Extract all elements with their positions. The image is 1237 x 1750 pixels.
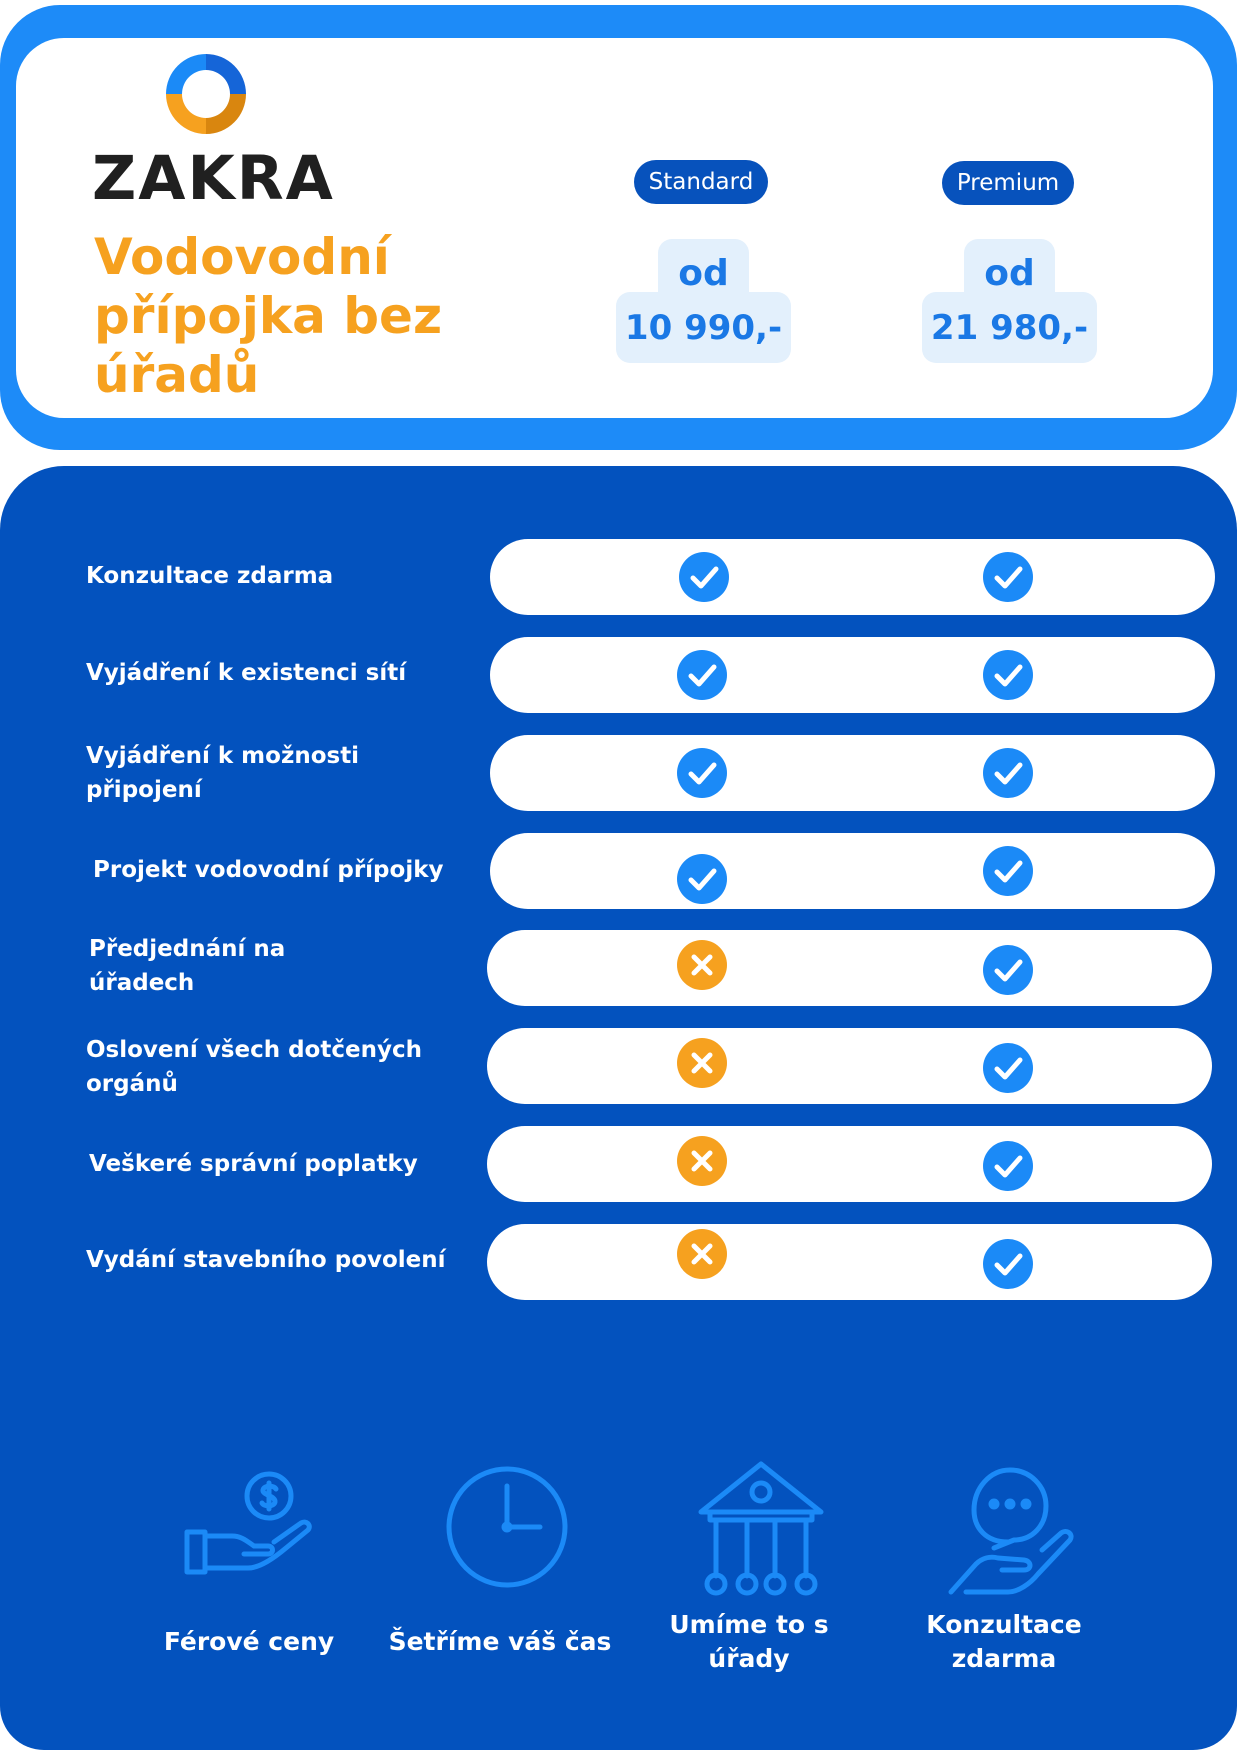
feature-row <box>490 637 1215 713</box>
feature-label: Veškeré správní poplatky <box>89 1151 418 1177</box>
check-icon <box>982 1042 1034 1094</box>
benefit-label: Umíme to s úřady <box>669 1610 829 1673</box>
feature-label: Vyjádření k možnosti připojení <box>86 743 360 803</box>
hand-chat-icon <box>946 1464 1076 1596</box>
cross-icon <box>676 1135 728 1187</box>
price-value: 21 980,- <box>930 308 1089 348</box>
cross-icon <box>676 1228 728 1280</box>
feature-row <box>487 930 1212 1006</box>
feature-label: Oslovení všech dotčených orgánů <box>86 1037 422 1097</box>
feature-label: Vyjádření k existenci sítí <box>86 660 407 686</box>
feature-label: Projekt vodovodní přípojky <box>93 857 444 883</box>
check-icon <box>676 853 728 905</box>
feature-label: Předjednání na úřadech <box>89 936 286 996</box>
feature-row <box>487 1126 1212 1202</box>
benefit-label: Férové ceny <box>163 1627 335 1656</box>
cross-icon <box>676 939 728 991</box>
check-icon <box>982 649 1034 701</box>
hand-coin-icon <box>184 1470 314 1578</box>
brand-name: ZAKRA <box>92 143 335 214</box>
check-icon <box>676 649 728 701</box>
plan-premium-price <box>922 239 1097 363</box>
page-title: Vodovodní přípojka bez úřadů <box>94 228 443 404</box>
check-icon <box>676 747 728 799</box>
bank-building-icon <box>696 1460 826 1596</box>
check-icon <box>982 845 1034 897</box>
price-value: 10 990,- <box>624 308 783 348</box>
clock-icon <box>444 1464 570 1590</box>
check-icon <box>678 551 730 603</box>
benefit-label: Konzultace zdarma <box>926 1610 1082 1673</box>
plan-standard-badge: Standard <box>634 160 768 204</box>
feature-label: Vydání stavebního povolení <box>86 1247 446 1273</box>
plan-premium-badge: Premium <box>942 161 1074 205</box>
check-icon <box>982 1238 1034 1290</box>
check-icon <box>982 551 1034 603</box>
plan-standard-price <box>616 239 791 363</box>
feature-label: Konzultace zdarma <box>86 563 334 589</box>
zakra-logo-icon <box>156 44 252 140</box>
benefit-label: Šetříme váš čas <box>388 1627 612 1656</box>
feature-row <box>487 1028 1212 1104</box>
check-icon <box>982 1140 1034 1192</box>
check-icon <box>982 944 1034 996</box>
feature-row <box>490 539 1215 615</box>
feature-row <box>490 833 1215 909</box>
check-icon <box>982 747 1034 799</box>
price-prefix: od <box>984 253 1035 294</box>
price-prefix: od <box>678 253 729 294</box>
cross-icon <box>676 1037 728 1089</box>
feature-row <box>487 1224 1212 1300</box>
feature-row <box>490 735 1215 811</box>
